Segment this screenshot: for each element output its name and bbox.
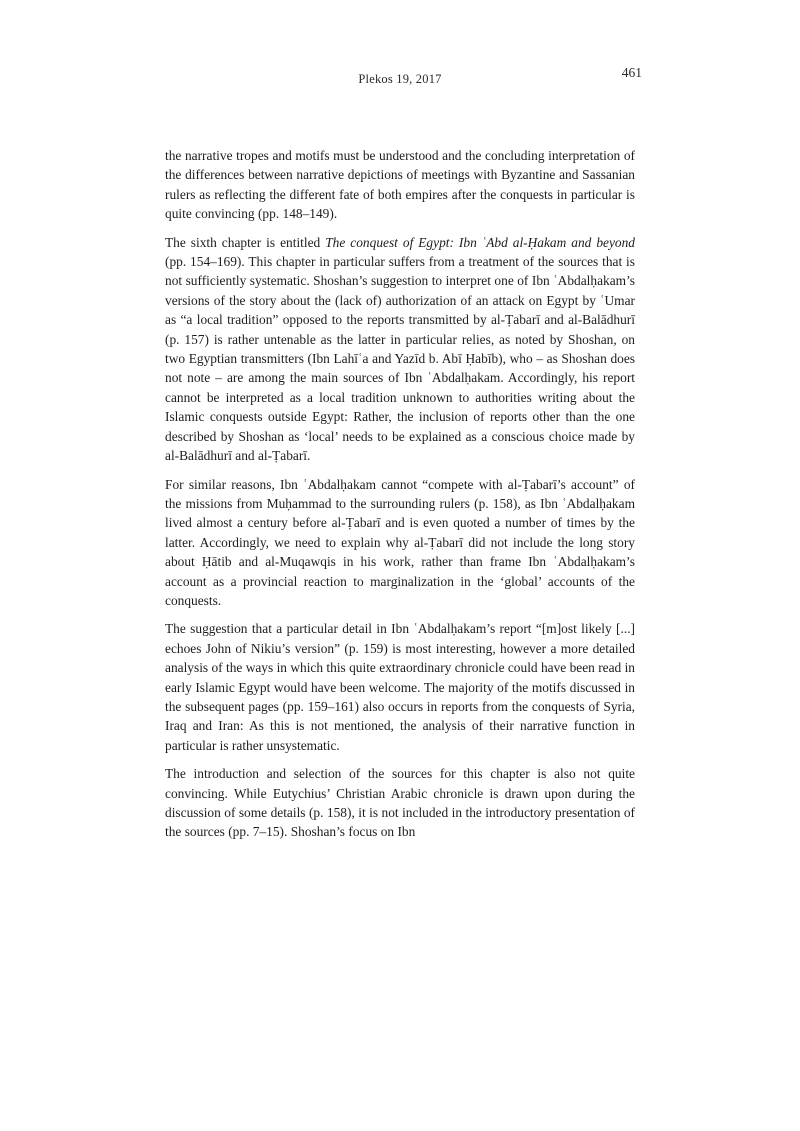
paragraph-text: The suggestion that a particular detail in Ibn ʿAbdalḥakam’s report “[m]ost likely [...] echoes John of Nikiu’s version” (p. 159) is most interesting, however a more detailed analysis of the ways in which this quite extraordinary chronicle could have been read in early Islamic Egypt would have been welcome. The majority of the motifs discussed in the subsequent pages (pp. 159–161) also occurs in reports from the conquests of Syria, Iraq and Iran: As this is not mentioned, the analysis of their narrative function in particular is rather unsystematic. bbox=[165, 621, 636, 753]
book-title-italic: The conquest of Egypt: Ibn ʿAbd al-Ḥakam and beyond bbox=[325, 234, 636, 250]
page-header bbox=[165, 65, 642, 87]
paragraph-text: The introduction and selection of the sources for this chapter is also not quite convincing. While Eutychius’ Christian Arabic chronicle is drawn upon during the discussion of some details (p. 158), it is not included in the introductory presentation of the sources (pp. 7–15). Shoshan’s focus on Ibn bbox=[165, 766, 635, 840]
paragraph-text: The sixth chapter is entitled bbox=[165, 234, 326, 250]
journal-title: Plekos 19, 2017 bbox=[358, 72, 442, 86]
paragraph-text: For similar reasons, Ibn ʿAbdalḥakam cannot “compete with al-Ṭabarī’s account” of the missions from Muḥammad to the surrounding rulers (p. 158), as Ibn ʿAbdalḥakam lived almost a century before al-Ṭabarī and is even quoted a number of times by the latter. Accordingly, we need to explain why al-Ṭabarī did not include the long story about Ḥātib and al-Muqawqis in his work, rather than frame Ibn ʿAbdalḥakam’s account as a provincial reaction to marginalization in the ‘global’ accounts of the conquests. bbox=[165, 476, 635, 608]
paragraph bbox=[165, 619, 635, 755]
paragraph-text: (pp. 154–169). This chapter in particular suffers from a treatment of the sources that is not sufficiently systematic. Shoshan’s suggestion to interpret one of Ibn ʿAbdalḥakam’s versions of the story about the (lack of) authorization of an attack on Egypt by ʿUmar as “a local tradition” opposed to the reports transmitted by al-Ṭabarī and al-Balādhurī (p. 157) is rather untenable as the latter in particular relies, as noted by Shoshan, on two Egyptian transmitters (Ibn Lahīʿa and Yazīd b. Abī Ḥabīb), who – as Shoshan does not note – are among the main sources of Ibn ʿAbdalḥakam. Accordingly, his report cannot be interpreted as a local tradition unknown to authorities writing about the Islamic conquests outside Egypt: Rather, the inclusion of reports other than the one described by Shoshan as ‘local’ needs to be explained as a conscious choice made by al-Balādhurī and al-Ṭabarī. bbox=[165, 254, 635, 464]
paragraph bbox=[165, 233, 635, 466]
paragraph bbox=[165, 146, 635, 224]
paragraph-text: the narrative tropes and motifs must be understood and the concluding interpretation of the differences between narrative depictions of meetings with Byzantine and Sassanian rulers as reflecting the different fate of both empires after the conquests in particular is quite convincing (pp. 148–149). bbox=[165, 148, 635, 222]
document-body bbox=[165, 146, 635, 851]
paragraph bbox=[165, 475, 635, 611]
paragraph bbox=[165, 764, 635, 842]
page-number: 461 bbox=[621, 65, 642, 80]
